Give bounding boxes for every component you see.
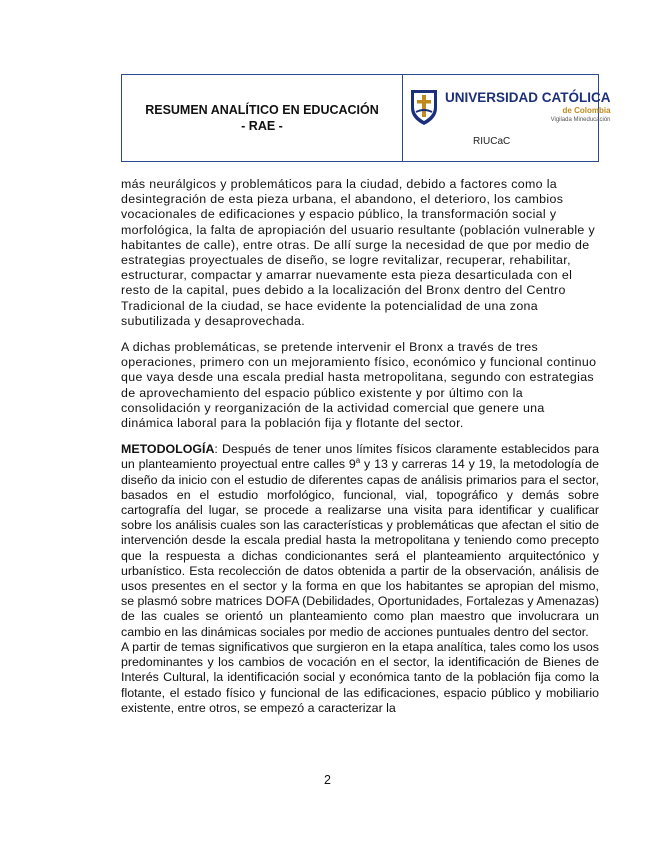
paragraph-4: A partir de temas significativos que surgieron en la etapa analítica, tales como los usos predominantes y los cambios de vocación en el sector, la identificación de Bienes de Interés Cultural, la identificación social y económica tanto de la población fija como la flotante, el estado físico y funcional de las edificaciones, espacio público y mobiliario existente, entre otros, se empezó a caracterizar la (121, 639, 599, 715)
logo-name-part2: CATÓLICA (541, 90, 611, 106)
paragraph-2: A dichas problemáticas, se pretende intervenir el Bronx a través de tres operaciones, primero con un mejoramiento físico, económico y funcional continuo que vaya desde una escala predial hasta metropolitana, segundo con estrategias de aprovechamiento del espacio público existente y por último con la consolidación y reorganización de la actividad comercial que genere una dinámica laboral para la población fija y flotante del sector. (121, 340, 597, 431)
header-subtitle: - RAE - (241, 119, 283, 133)
page-number: 2 (324, 773, 331, 787)
header-logo-block (403, 75, 611, 161)
methodology-text-a: : Después de tener unos límites físicos claramente establecidos para un planteamiento proyectual entre calles 9 (121, 442, 599, 472)
university-shield-icon (409, 88, 439, 126)
logo-vigilada: Vigilada Mineducación (550, 116, 611, 123)
methodology-superscript: a (355, 456, 361, 466)
header-title-block (122, 75, 403, 161)
university-logo (409, 88, 611, 126)
document-header (121, 74, 611, 162)
paragraph-methodology (121, 442, 599, 640)
document-body (121, 177, 599, 727)
paragraph-1: más neurálgicos y problemáticos para la ciudad, debido a factores como la desintegración de esta pieza urbana, el abandono, el deterioro, los cambios vocacionales de edificaciones y espacio público, la transformación social y morfológica, la falta de apropiación del usuario resultante (población vulnerable y habitantes de calle), entre otras. De allí surge la necesidad de que por medio de estrategias proyectuales de diseño, se logre revitalizar, recuperar, rehabilitar, estructurar, compactar y amarrar nuevamente esta pieza desarticulada con el resto de la capital, pues debido a la localización del Bronx dentro del Centro Tradicional de la ciudad, se hace evidente la potencialidad de una zona subutilizada y desaprovechada. (121, 177, 596, 328)
logo-subtitle: de Colombia (562, 105, 611, 115)
header-title: RESUMEN ANALÍTICO EN EDUCACIÓN (145, 103, 379, 117)
methodology-text-b: y 13 y carreras 14 y 19, la metodología de diseño da inicio con el estudio de diferentes capas de análisis primarios para el sector, basados en el estudio morfológico, funcional, vial, topográfico y demás sobre cartografía del lugar, se procede a realizarse una visita para identificar y cualificar sobre los análisis cuales son las características y problemáticas que afectan el sitio de intervención desde la escala predial hasta la metropolitana y teniendo como precepto que la respuesta a dichas condicionantes será el planteamiento arquitectónico y urbanístico. Esta recolección de datos obtenida a partir de la observación, análisis de usos presentes en el sector y la forma en que los habitantes se apropian del mismo, se plasmó sobre matrices DOFA (Debilidades, Oportunidades, Fortalezas y Amenazas) de las cuales se orientó un planteamiento como plan maestro que involucrara un cambio en las dinámicas sociales por medio de acciones puntuales dentro del sector. (121, 457, 599, 639)
repository-code: RIUCaC (473, 136, 511, 147)
methodology-label: METODOLOGÍA (121, 442, 215, 457)
logo-name-part1: UNIVERSIDAD (445, 90, 539, 106)
